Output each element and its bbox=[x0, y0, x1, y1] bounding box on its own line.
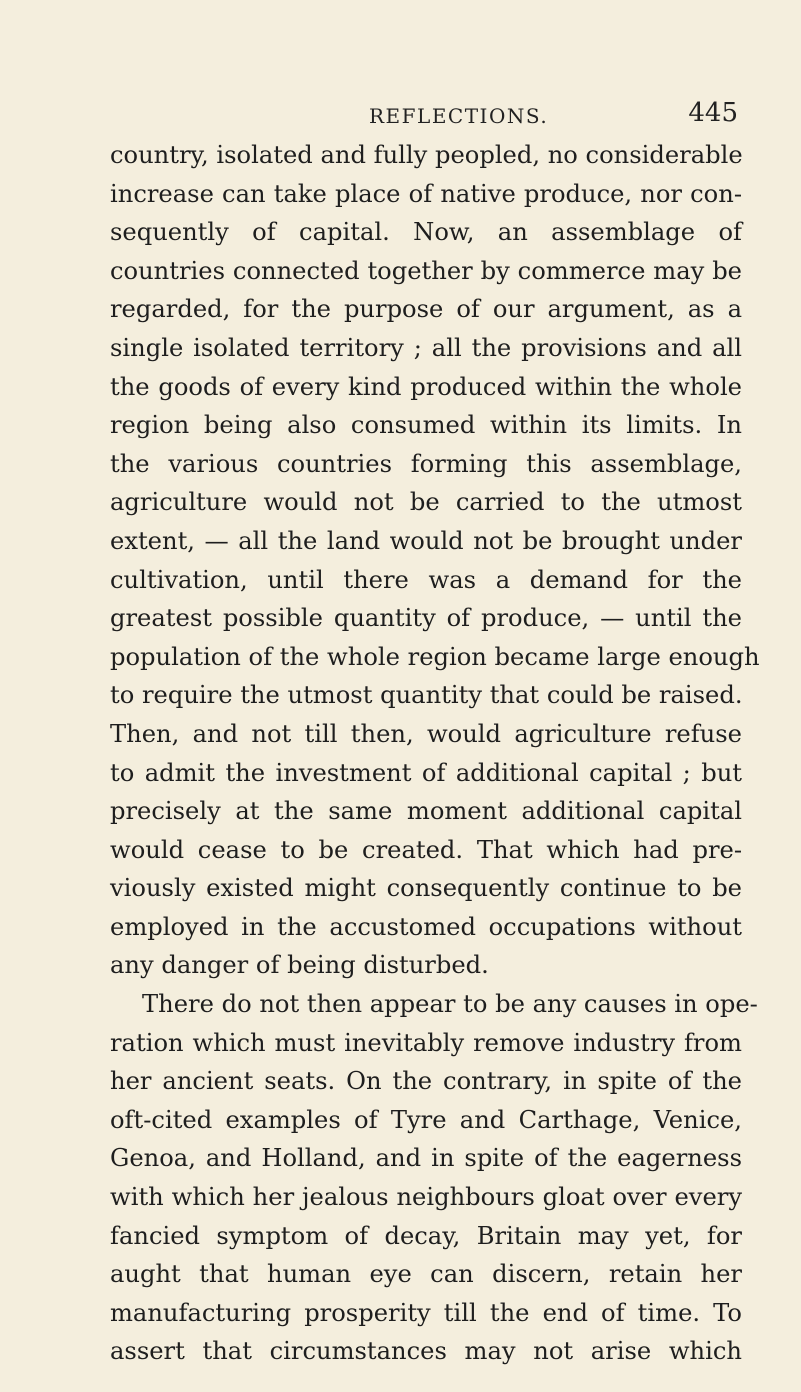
text-line: greatest possible quantity of produce, — until the bbox=[110, 604, 742, 633]
text-line: single isolated territory ; all the provisions and all bbox=[110, 333, 742, 362]
text-line: oft-cited examples of Tyre and Carthage, Venice, bbox=[110, 1105, 742, 1134]
text-line: to admit the investment of additional capital ; but bbox=[110, 758, 742, 787]
text-line: assert that circumstances may not arise which bbox=[110, 1337, 742, 1366]
text-line: precisely at the same moment additional capital bbox=[110, 797, 742, 826]
running-head-title: REFLECTIONS. bbox=[369, 104, 549, 128]
text-line: sequently of capital. Now, an assemblage of bbox=[110, 218, 742, 247]
text-line: the goods of every kind produced within the whole bbox=[110, 372, 742, 401]
text-line: Then, and not till then, would agriculture refuse bbox=[110, 719, 742, 748]
text-line: fancied symptom of decay, Britain may yet, for bbox=[110, 1221, 742, 1250]
text-line: Genoa, and Holland, and in spite of the eagerness bbox=[110, 1144, 742, 1173]
text-line: manufacturing prosperity till the end of time. To bbox=[110, 1298, 742, 1327]
text-line: agriculture would not be carried to the utmost bbox=[110, 488, 742, 517]
text-line: her ancient seats. On the contrary, in spite of the bbox=[110, 1067, 742, 1096]
text-line: with which her jealous neighbours gloat over every bbox=[110, 1183, 742, 1212]
text-line: aught that human eye can discern, retain her bbox=[110, 1260, 742, 1289]
body-text bbox=[110, 136, 760, 1371]
page-number: 445 bbox=[688, 98, 738, 128]
text-line: regarded, for the purpose of our argument, as a bbox=[110, 295, 742, 324]
paragraph-start-line: There do not then appear to be any causes in ope- bbox=[142, 990, 758, 1019]
text-line: viously existed might consequently continue to be bbox=[110, 874, 742, 903]
text-line: countries connected together by commerce may be bbox=[110, 256, 742, 285]
text-line: to require the utmost quantity that could be raised. bbox=[110, 681, 743, 710]
text-line: the various countries forming this assemblage, bbox=[110, 449, 742, 478]
text-line: increase can take place of native produce, nor con- bbox=[110, 179, 742, 208]
text-line: ration which must inevitably remove industry from bbox=[110, 1028, 742, 1057]
text-line: employed in the accustomed occupations without bbox=[110, 912, 742, 941]
text-line: country, isolated and fully peopled, no considerable bbox=[110, 141, 743, 169]
text-line: extent, — all the land would not be brought under bbox=[110, 526, 742, 555]
text-line: population of the whole region became large enough bbox=[110, 642, 760, 671]
text-line: region being also consumed within its limits. In bbox=[110, 411, 742, 440]
text-line: would cease to be created. That which had pre- bbox=[110, 835, 742, 864]
running-head bbox=[112, 84, 738, 128]
text-line: cultivation, until there was a demand for the bbox=[110, 565, 742, 594]
paragraph-end-line: any danger of being disturbed. bbox=[110, 951, 489, 980]
